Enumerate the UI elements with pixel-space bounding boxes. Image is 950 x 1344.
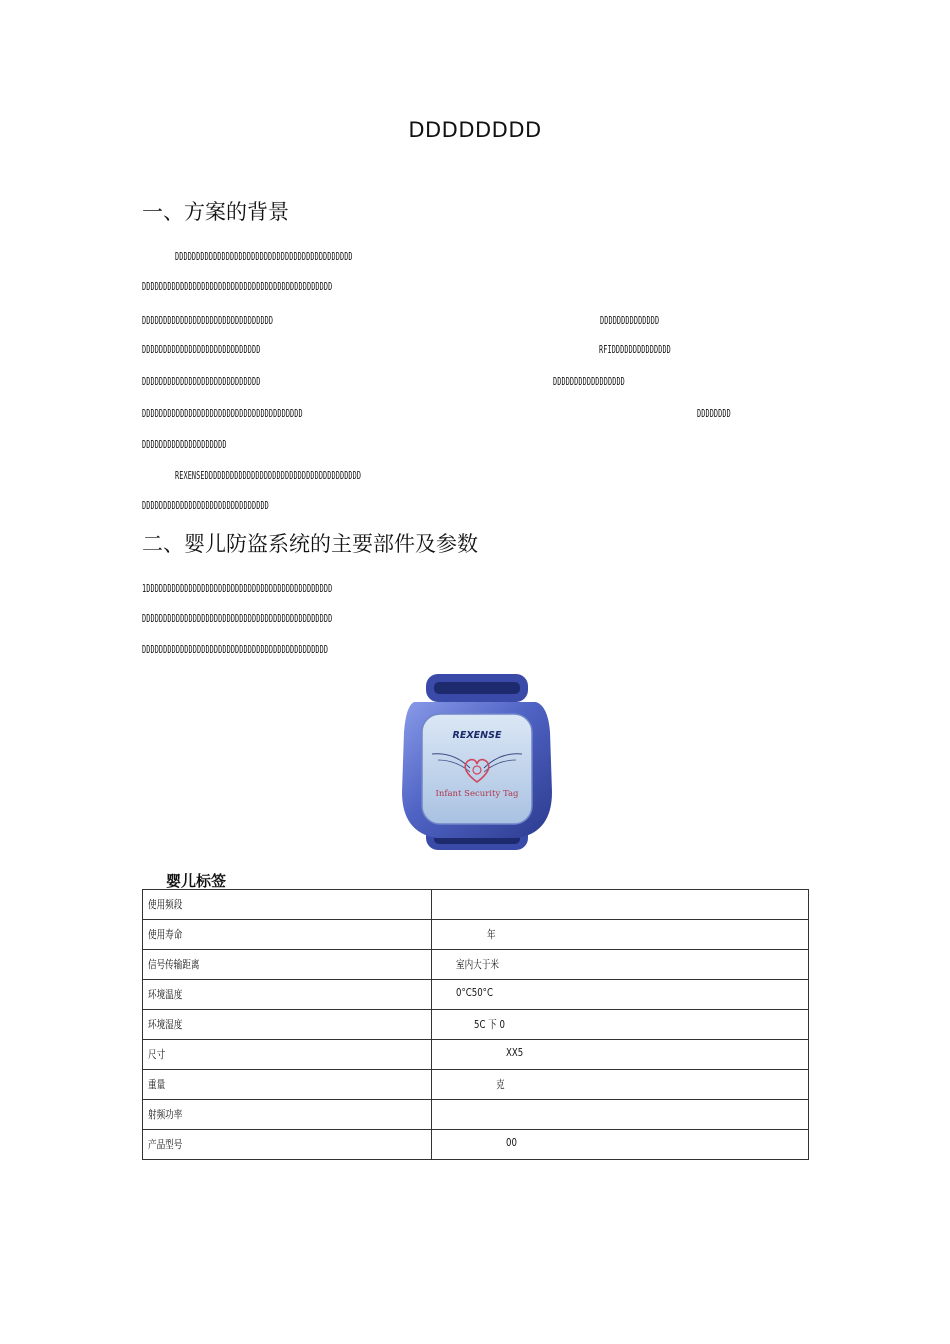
table-row	[143, 1010, 809, 1040]
param-value-cell	[432, 890, 809, 920]
section1-heading: 一、方案的背景	[142, 200, 289, 224]
paragraph-line: DDDDDDDDDDDDDDDDDDDD	[142, 438, 227, 451]
param-name: 环境温度	[148, 988, 183, 1001]
param-name-cell	[143, 1040, 432, 1070]
param-value-cell	[432, 1070, 809, 1100]
param-value: 克	[496, 1078, 505, 1091]
paragraph-line: DDDDDDDDDDDDDDDDDDDDDDDDDDDDDD	[142, 499, 269, 512]
table-row	[143, 890, 809, 920]
paragraph-line: 1DDDDDDDDDDDDDDDDDDDDDDDDDDDDDDDDDDDDDDDDDDDD	[142, 582, 333, 595]
param-value-cell	[432, 1040, 809, 1070]
param-value-cell	[432, 1010, 809, 1040]
table-row	[143, 1040, 809, 1070]
device-brand: REXENSE	[452, 730, 502, 741]
section2-heading: 二、婴儿防盗系统的主要部件及参数	[142, 532, 478, 556]
table-row	[143, 1130, 809, 1160]
param-name-cell	[143, 1100, 432, 1130]
param-value-cell	[432, 980, 809, 1010]
param-value-cell	[432, 950, 809, 980]
infant-security-tag-image	[396, 672, 558, 854]
parameter-table	[142, 889, 809, 1160]
param-value: 5C 下 0	[474, 1018, 505, 1031]
paragraph-line: DDDDDDDDDDDDDDDDDDDDDDDDDDDDDDDDDDDDDDDDDDDD	[142, 643, 329, 656]
paragraph-line: DDDDDDDD	[697, 407, 731, 420]
paragraph-line: DDDDDDDDDDDDDDDDDDDDDDDDDDDDDDDDDDDDDDDDDDDDD	[142, 280, 333, 293]
document-title: DDDDDDDD	[408, 118, 542, 142]
param-name: 重量	[148, 1078, 166, 1091]
paragraph-line: DDDDDDDDDDDDDDDDDDDDDDDDDDDDDDDDDDDDDD	[142, 407, 303, 420]
param-name-cell	[143, 1130, 432, 1160]
param-name: 产品型号	[148, 1138, 183, 1151]
param-name: 使用寿命	[148, 928, 183, 941]
param-name-cell	[143, 1070, 432, 1100]
table-caption: 婴儿标签	[166, 872, 227, 890]
device-label: Infant Security Tag	[435, 789, 519, 799]
param-name: 尺寸	[148, 1048, 166, 1061]
param-name-cell	[143, 950, 432, 980]
paragraph-line: DDDDDDDDDDDDDDDDDDDDDDDDDDDDDDDDDDDDDDDDDD	[175, 250, 353, 263]
param-name-cell	[143, 920, 432, 950]
param-value-cell	[432, 1100, 809, 1130]
paragraph-line: DDDDDDDDDDDDDDDDDDDDDDDDDDDDDDDDDDDDDDDDDDDDD	[142, 612, 333, 625]
table-row	[143, 1070, 809, 1100]
paragraph-line: DDDDDDDDDDDDDDDDDDDDDDDDDDDD	[142, 375, 261, 388]
table-row	[143, 920, 809, 950]
param-value-cell	[432, 920, 809, 950]
param-value: 室内大于米	[456, 958, 499, 971]
param-name: 使用频段	[148, 898, 183, 911]
paragraph-line: DDDDDDDDDDDDDDDDDDDDDDDDDDDDDDD	[142, 314, 274, 327]
param-value-cell	[432, 1130, 809, 1160]
param-name: 射频功率	[148, 1108, 183, 1121]
param-name-cell	[143, 1010, 432, 1040]
table-row	[143, 950, 809, 980]
param-value: 00	[506, 1136, 517, 1149]
table-row	[143, 980, 809, 1010]
paragraph-line: DDDDDDDDDDDDDD	[600, 314, 660, 327]
paragraph-line: REXENSEDDDDDDDDDDDDDDDDDDDDDDDDDDDDDDDDDDDDD	[175, 469, 362, 482]
param-name: 信号传输距离	[148, 958, 200, 971]
paragraph-line: RFIDDDDDDDDDDDDDD	[599, 343, 671, 356]
param-value: XX5	[506, 1046, 524, 1059]
param-value: 0°C50°C	[456, 986, 493, 999]
param-value: 年	[487, 928, 496, 941]
param-name-cell	[143, 890, 432, 920]
paragraph-line: DDDDDDDDDDDDDDDDD	[553, 375, 625, 388]
param-name: 环境湿度	[148, 1018, 183, 1031]
param-name-cell	[143, 980, 432, 1010]
table-row	[143, 1100, 809, 1130]
paragraph-line: DDDDDDDDDDDDDDDDDDDDDDDDDDDD	[142, 343, 261, 356]
